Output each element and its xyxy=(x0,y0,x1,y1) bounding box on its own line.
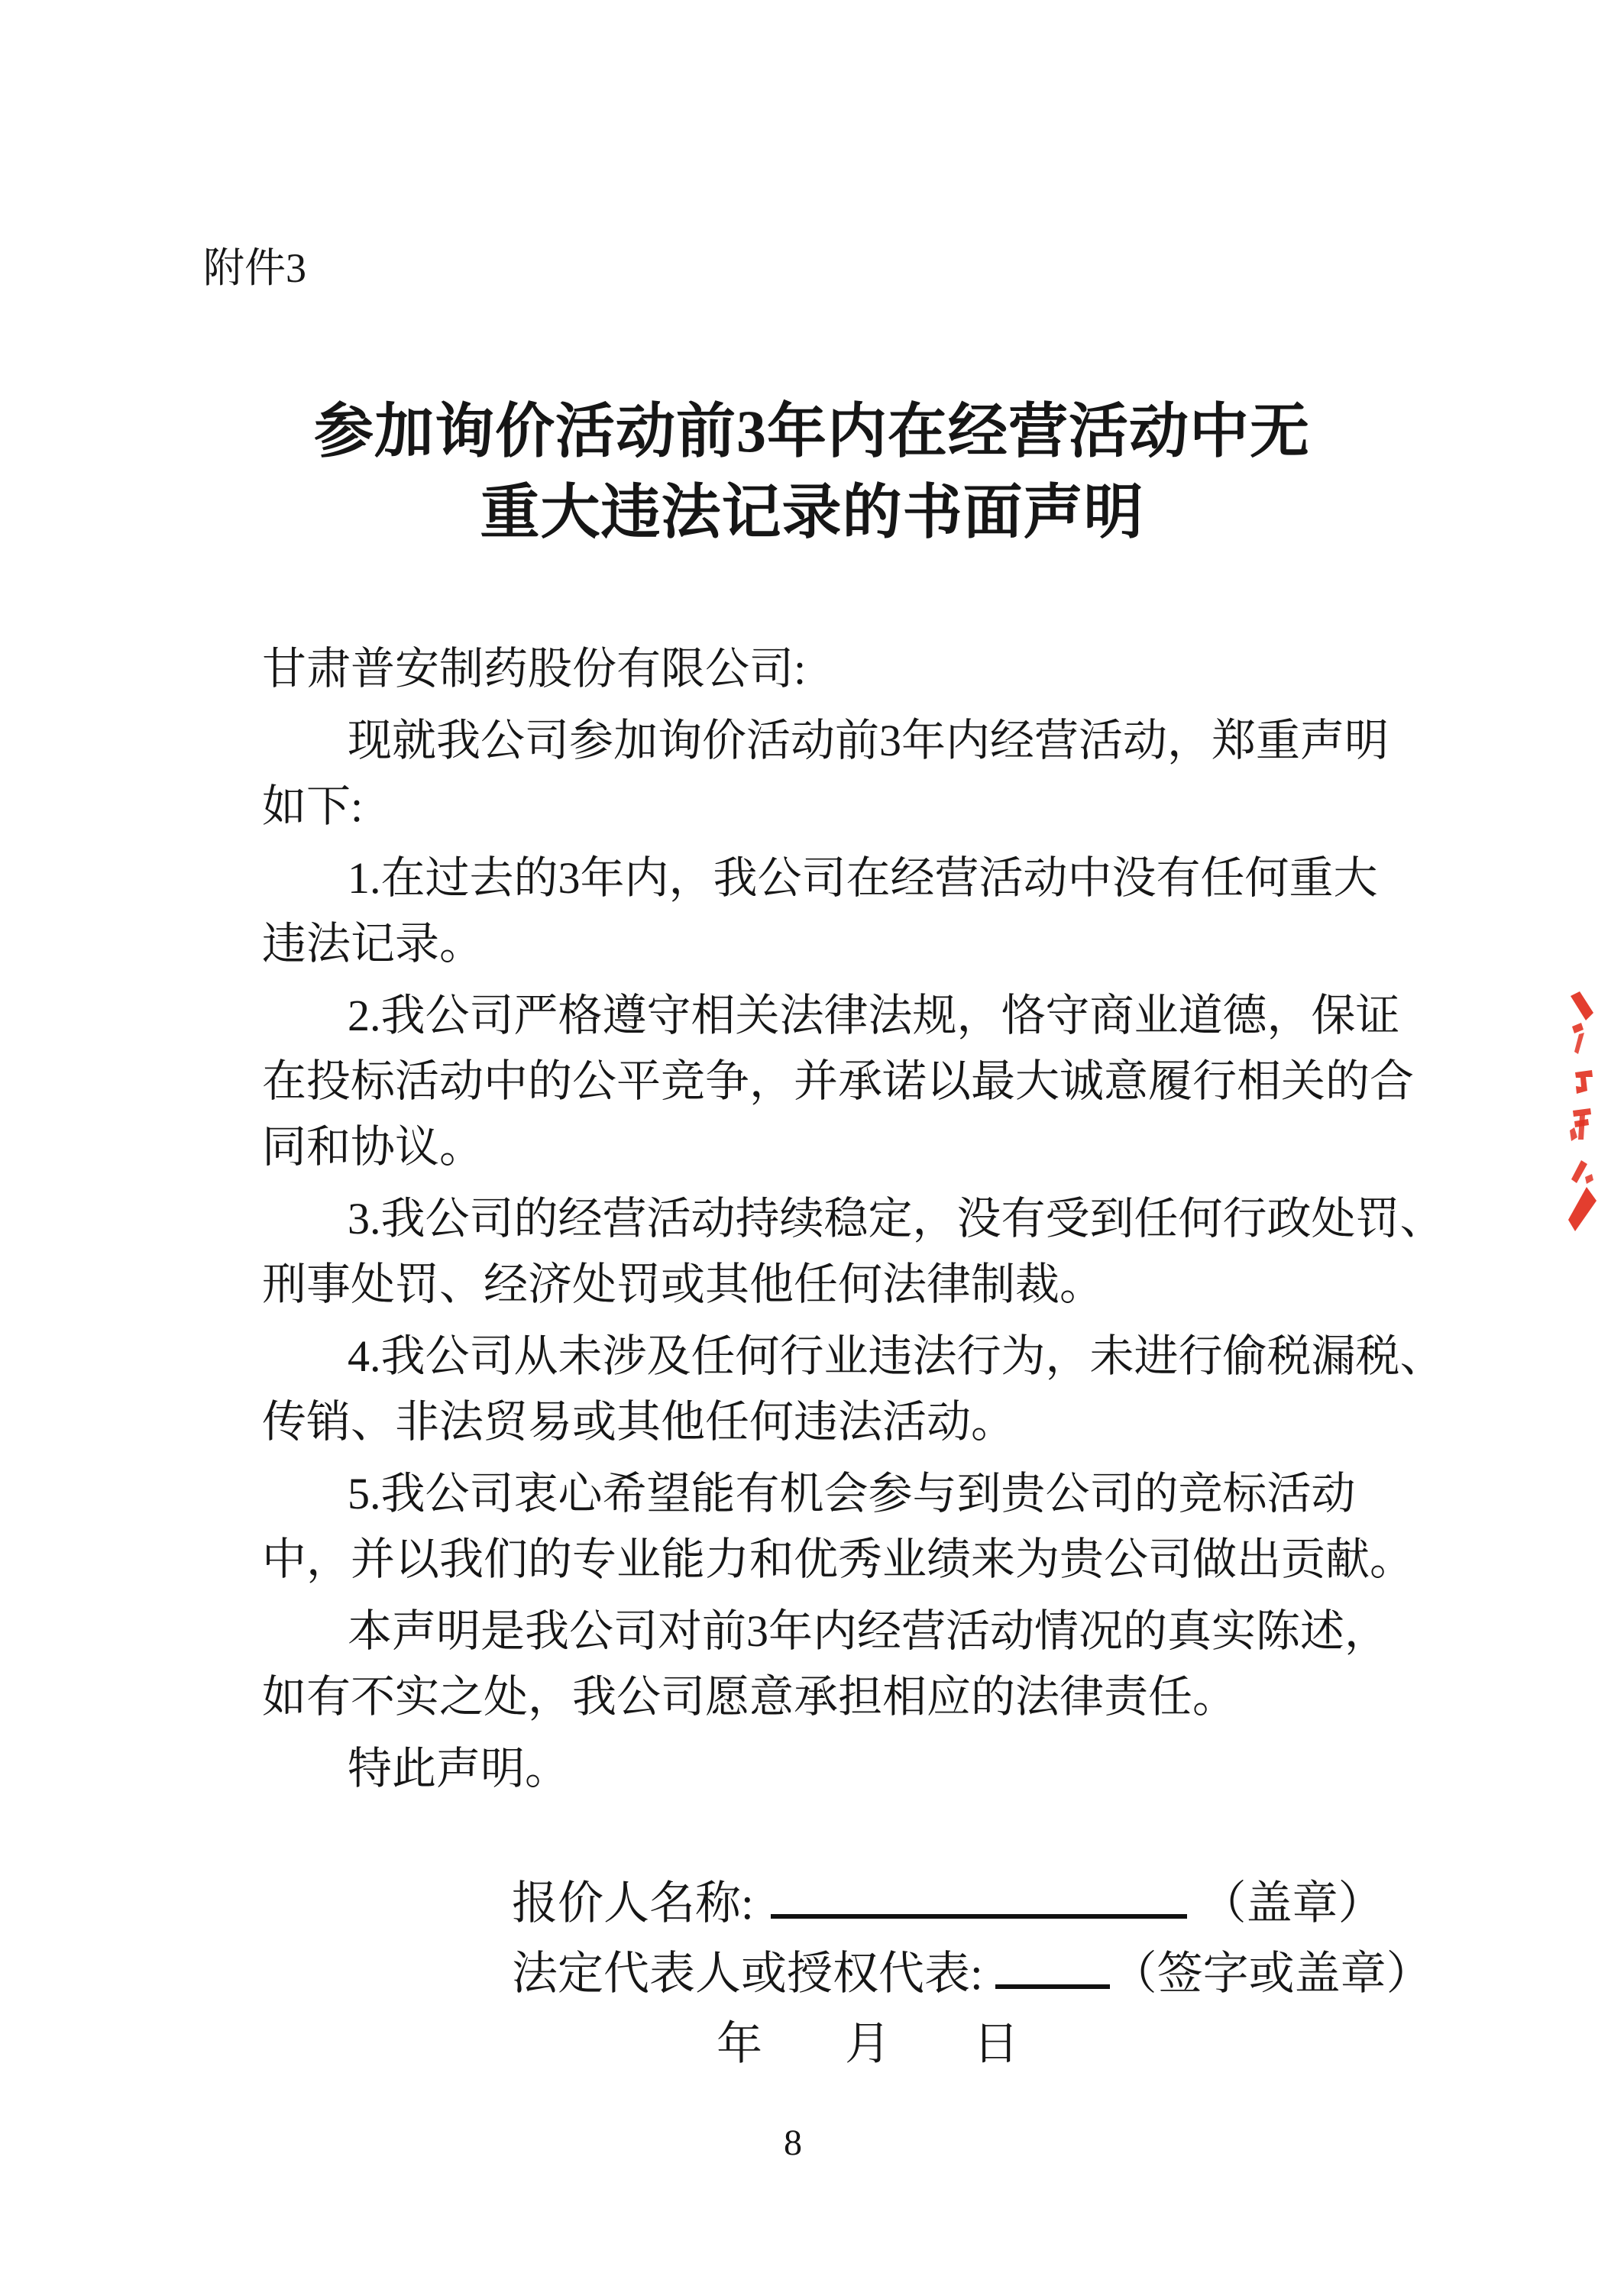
sign-or-seal-note: （签字或盖章） xyxy=(1111,1948,1432,1999)
body-line: 如下: xyxy=(262,781,364,831)
document-title-line-2: 重大违法记录的书面声明 xyxy=(480,479,1144,545)
bidder-name-row xyxy=(512,1868,1432,1939)
body-line: 传销、非法贸易或其他任何违法活动。 xyxy=(262,1397,1016,1447)
signature-block xyxy=(512,1868,1432,2079)
body-line: 1.在过去的3年内，我公司在经营活动中没有任何重大 xyxy=(348,853,1378,903)
body-line: 本声明是我公司对前3年内经营活动情况的真实陈述， xyxy=(348,1606,1389,1656)
date-year-label: 年 xyxy=(717,2019,762,2069)
body-line: 同和协议。 xyxy=(262,1122,484,1172)
body-line: 现就我公司参加询价活动前3年内经营活动，郑重声明 xyxy=(348,716,1389,765)
body-line: 刑事处罚、经济处罚或其他任何法律制裁。 xyxy=(262,1260,1105,1309)
document-title-line-1: 参加询价活动前3年内在经营活动中无 xyxy=(313,398,1310,464)
body-line: 如有不实之处，我公司愿意承担相应的法律责任。 xyxy=(262,1672,1237,1722)
declaration-body xyxy=(262,636,1444,1802)
representative-label: 法定代表人或授权代表: xyxy=(512,1948,983,1999)
body-line: 中，并以我们的专业能力和优秀业绩来为贵公司做出贡献。 xyxy=(262,1534,1415,1584)
date-month-label: 月 xyxy=(845,2019,891,2069)
body-line: 在投标活动中的公平竞争，并承诺以最大诚意履行相关的合 xyxy=(262,1056,1415,1106)
body-line: 违法记录。 xyxy=(262,919,484,969)
document-title xyxy=(0,391,1624,553)
body-line: 5.我公司衷心希望能有机会参与到贵公司的竞标活动 xyxy=(348,1469,1356,1518)
date-day-label: 日 xyxy=(973,2019,1019,2069)
representative-row xyxy=(512,1939,1432,2009)
body-line: 2.我公司严格遵守相关法律法规，恪守商业道德，保证 xyxy=(348,991,1400,1040)
red-seal-fragment-icon xyxy=(1563,987,1609,1239)
attachment-label: 附件3 xyxy=(203,245,306,291)
page-number: 8 xyxy=(784,2123,802,2163)
body-line: 3.我公司的经营活动持续稳定，没有受到任何行政处罚、 xyxy=(348,1194,1444,1243)
body-line: 特此声明。 xyxy=(348,1744,570,1793)
seal-note: （盖章） xyxy=(1200,1878,1384,1929)
representative-blank xyxy=(995,1945,1110,1989)
body-line: 4.我公司从未涉及任何行业违法行为，未进行偷税漏税、 xyxy=(348,1331,1444,1381)
date-row xyxy=(512,2009,1432,2079)
bidder-name-label: 报价人名称: xyxy=(512,1878,754,1929)
body-line: 甘肃普安制药股份有限公司: xyxy=(262,644,807,694)
bidder-name-blank xyxy=(771,1874,1187,1919)
